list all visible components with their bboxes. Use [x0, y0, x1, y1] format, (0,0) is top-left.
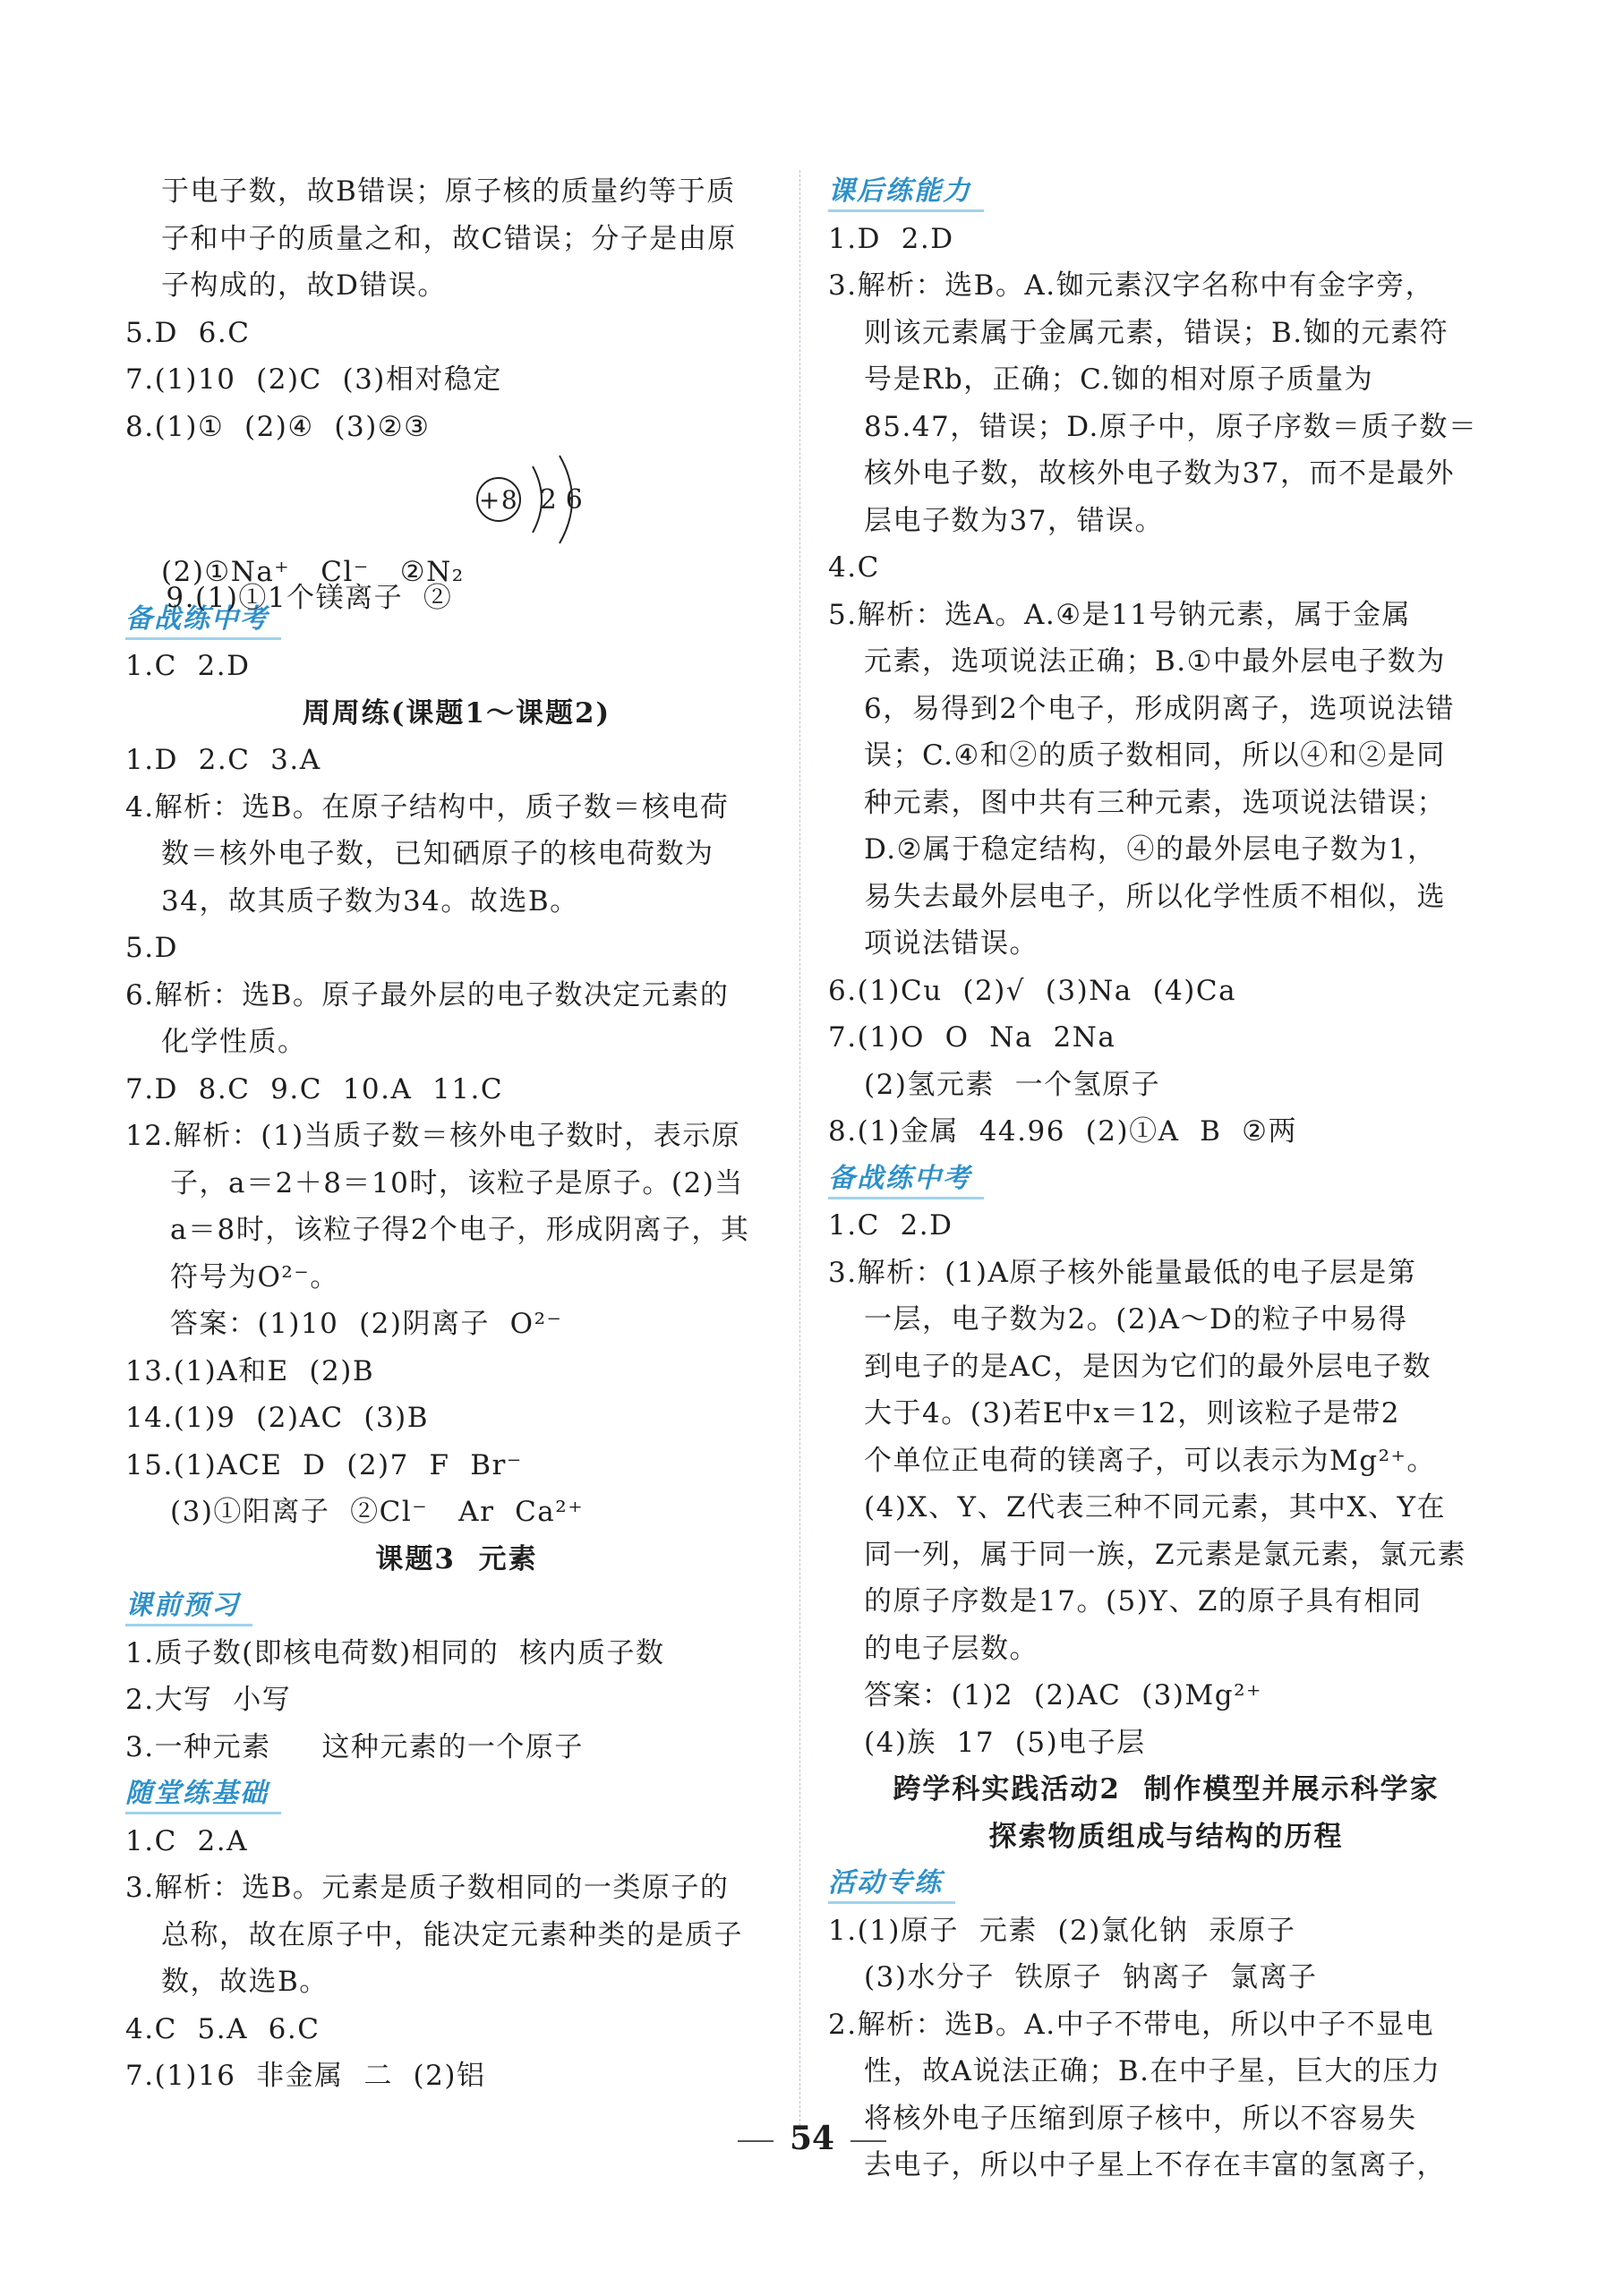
- answer-line: (4)族 17 (5)电子层: [864, 1726, 1146, 1759]
- answer-line: (4)X、Y、Z代表三种不同元素，其中X、Y在: [864, 1491, 1447, 1524]
- answer-line: 1.D 2.D: [828, 222, 954, 255]
- answer-line: 15.(1)ACE D (2)7 F Br⁻: [125, 1448, 523, 1481]
- answer-line: 6.解析：选B。原子最外层的电子数决定元素的: [125, 978, 730, 1011]
- answer-line: 则该元素属于金属元素，错误；B.铷的元素符: [864, 316, 1449, 349]
- answer-line: 6，易得到2个电子，形成阴离子，选项说法错: [864, 692, 1455, 725]
- answer-line: 子构成的，故D错误。: [161, 269, 447, 302]
- answer-line: 性，故A说法正确；B.在中子星，巨大的压力: [864, 2055, 1441, 2087]
- answer-line: D.②属于稳定结构，④的最外层电子数为1，: [864, 833, 1437, 866]
- answer-line: 3.解析：选B。元素是质子数相同的一类原子的: [125, 1872, 730, 1904]
- answer-line: (3)水分子 铁原子 钠离子 氯离子: [864, 1961, 1318, 1993]
- answer-line: 7.(1)10 (2)C (3)相对稳定: [125, 363, 502, 396]
- answer-line: 5.D 6.C: [125, 316, 251, 349]
- section-heading: [828, 168, 1504, 216]
- answer-line: 1.质子数(即核电荷数)相同的 核内质子数: [125, 1636, 665, 1669]
- answer-line: 于电子数，故B错误；原子核的质量约等于质: [161, 175, 736, 208]
- answer-line: 数，故选B。: [161, 1966, 329, 1998]
- answer-line: 2.大写 小写: [125, 1684, 292, 1716]
- answer-line: 12.解析：(1)当质子数＝核外电子数时，表示原: [125, 1120, 741, 1152]
- column-divider: [799, 170, 800, 2130]
- answer-line: 答案：(1)10 (2)阴离子 O²⁻: [170, 1308, 563, 1340]
- section-heading-text: 课后练能力: [828, 174, 984, 212]
- answer-line: 7.D 8.C 9.C 10.A 11.C: [125, 1072, 504, 1105]
- section-title: 跨学科实践活动2 制作模型并展示科学家: [893, 1773, 1440, 1805]
- answer-line: 8.(1)① (2)④ (3)②③: [125, 410, 431, 443]
- electron-shell-1: 2: [539, 484, 559, 516]
- right-column: [828, 168, 1504, 2189]
- section-heading-text: 随堂练基础: [125, 1776, 281, 1814]
- structure-label: 9.(1)①1个镁离子 ②: [166, 582, 453, 614]
- answer-line: 的电子层数。: [864, 1632, 1039, 1665]
- section-heading-text: 活动专练: [828, 1865, 955, 1904]
- answer-line: 1.C 2.D: [828, 1209, 953, 1242]
- answer-line: 数＝核外电子数，已知硒原子的核电荷数为: [161, 838, 714, 870]
- answer-line: 5.解析：选A。A.④是11号钠元素，属于金属: [828, 598, 1411, 631]
- answer-line: 1.(1)原子 元素 (2)氯化钠 汞原子: [828, 1914, 1296, 1947]
- answer-line: 号是Rb，正确；C.铷的相对原子质量为: [864, 363, 1374, 396]
- section-heading-text: 备战练中考: [828, 1161, 984, 1199]
- dash-left: [738, 2140, 774, 2142]
- answer-line: 同一列，属于同一族，Z元素是氯元素，氯元素: [864, 1538, 1467, 1571]
- left-column: [125, 168, 788, 2100]
- answer-line: 去电子，所以中子星上不存在丰富的氢离子，: [864, 2149, 1446, 2181]
- answer-line: 答案：(1)2 (2)AC (3)Mg²⁺: [864, 1679, 1262, 1711]
- section-heading: [125, 1583, 788, 1630]
- answer-line: 化学性质。: [161, 1026, 307, 1058]
- answer-line: 34，故其质子数为34。故选B。: [161, 884, 579, 918]
- answer-line: (2)①Na⁺ Cl⁻ ②N₂: [161, 556, 465, 588]
- answer-line: 2.解析：选B。A.中子不带电，所以中子不显电: [828, 2008, 1435, 2041]
- page-number-text: 54: [789, 2120, 835, 2157]
- answer-line: 4.解析：选B。在原子结构中，质子数＝核电荷: [125, 790, 730, 824]
- answer-line: 4.C: [828, 551, 880, 584]
- answer-line: 易失去最外层电子，所以化学性质不相似，选: [864, 880, 1446, 913]
- atom-structure-diagram: [461, 450, 676, 549]
- answer-line: 1.C 2.A: [125, 1824, 248, 1857]
- answer-line: 到电子的是AC，是因为它们的最外层电子数: [864, 1350, 1432, 1383]
- section-title: 课题3 元素: [375, 1542, 538, 1575]
- electron-shell-2: 6: [565, 484, 585, 516]
- answer-line: 14.(1)9 (2)AC (3)B: [125, 1402, 430, 1434]
- nucleus-charge: +8: [478, 485, 519, 515]
- answer-line: 4.C 5.A 6.C: [125, 2012, 321, 2045]
- answer-line: 7.(1)O O Na 2Na: [828, 1021, 1116, 1054]
- dash-right: [850, 2140, 886, 2142]
- section-heading-text: 课前预习: [125, 1588, 252, 1626]
- section-title: 周周练(课题1～课题2): [302, 696, 611, 730]
- answer-line: 元素，选项说法正确；B.①中最外层电子数为: [864, 645, 1446, 678]
- answer-line: 个单位正电荷的镁离子，可以表示为Mg²⁺。: [864, 1444, 1436, 1477]
- answer-line: 1.C 2.D: [125, 650, 251, 682]
- section-heading: [828, 1156, 1504, 1203]
- answer-line: 符号为O²⁻。: [170, 1260, 339, 1293]
- answer-line: a＝8时，该粒子得2个电子，形成阴离子，其: [170, 1214, 750, 1246]
- answer-line: (3)①阳离子 ②Cl⁻ Ar Ca²⁺: [170, 1496, 585, 1528]
- answer-line: 1.D 2.C 3.A: [125, 744, 321, 776]
- answer-line: (2)氢元素 一个氢原子: [864, 1068, 1161, 1101]
- answer-line: 3.解析：(1)A原子核外能量最低的电子层是第: [828, 1256, 1417, 1289]
- answer-line: 将核外电子压缩到原子核中，所以不容易失: [864, 2102, 1417, 2135]
- answer-line: 误；C.④和②的质子数相同，所以④和②是同: [864, 739, 1446, 772]
- answer-line: 核外电子数，故核外电子数为37，而不是最外: [864, 457, 1455, 490]
- answer-line: 总称，故在原子中，能决定元素种类的是质子: [161, 1918, 743, 1951]
- answer-line: 13.(1)A和E (2)B: [125, 1354, 375, 1387]
- section-heading: [125, 1771, 788, 1818]
- answer-line: 5.D: [125, 932, 178, 964]
- answer-line: 7.(1)16 非金属 二 (2)铝: [125, 2060, 486, 2092]
- answer-line: 子，a＝2＋8＝10时，该粒子是原子。(2)当: [170, 1166, 744, 1199]
- section-title: 探索物质组成与结构的历程: [988, 1820, 1344, 1853]
- answer-line: 3.解析：选B。A.铷元素汉字名称中有金字旁，: [828, 269, 1435, 302]
- answer-line: 大于4。(3)若E中x＝12，则该粒子是带2: [864, 1397, 1400, 1430]
- answer-line: 的原子序数是17。(5)Y、Z的原子具有相同: [864, 1585, 1423, 1617]
- answer-line: 种元素，图中共有三种元素，选项说法错误；: [864, 786, 1446, 819]
- answer-line: 8.(1)金属 44.96 (2)①A B ②两: [828, 1115, 1297, 1148]
- answer-line: 子和中子的质量之和，故C错误；分子是由原: [161, 222, 737, 255]
- section-heading-text: 备战练中考: [125, 602, 281, 640]
- answer-line: 6.(1)Cu (2)√ (3)Na (4)Ca: [828, 974, 1237, 1007]
- answer-line: 85.47，错误；D.原子中，原子序数＝质子数＝: [864, 410, 1478, 443]
- answer-line: 层电子数为37，错误。: [864, 504, 1164, 537]
- answer-line: 3.一种元素 这种元素的一个原子: [125, 1730, 584, 1763]
- section-heading: [828, 1860, 1504, 1908]
- answer-line: 项说法错误。: [864, 927, 1039, 960]
- page-number: [0, 2120, 1624, 2157]
- answer-line: 一层，电子数为2。(2)A～D的粒子中易得: [864, 1303, 1408, 1336]
